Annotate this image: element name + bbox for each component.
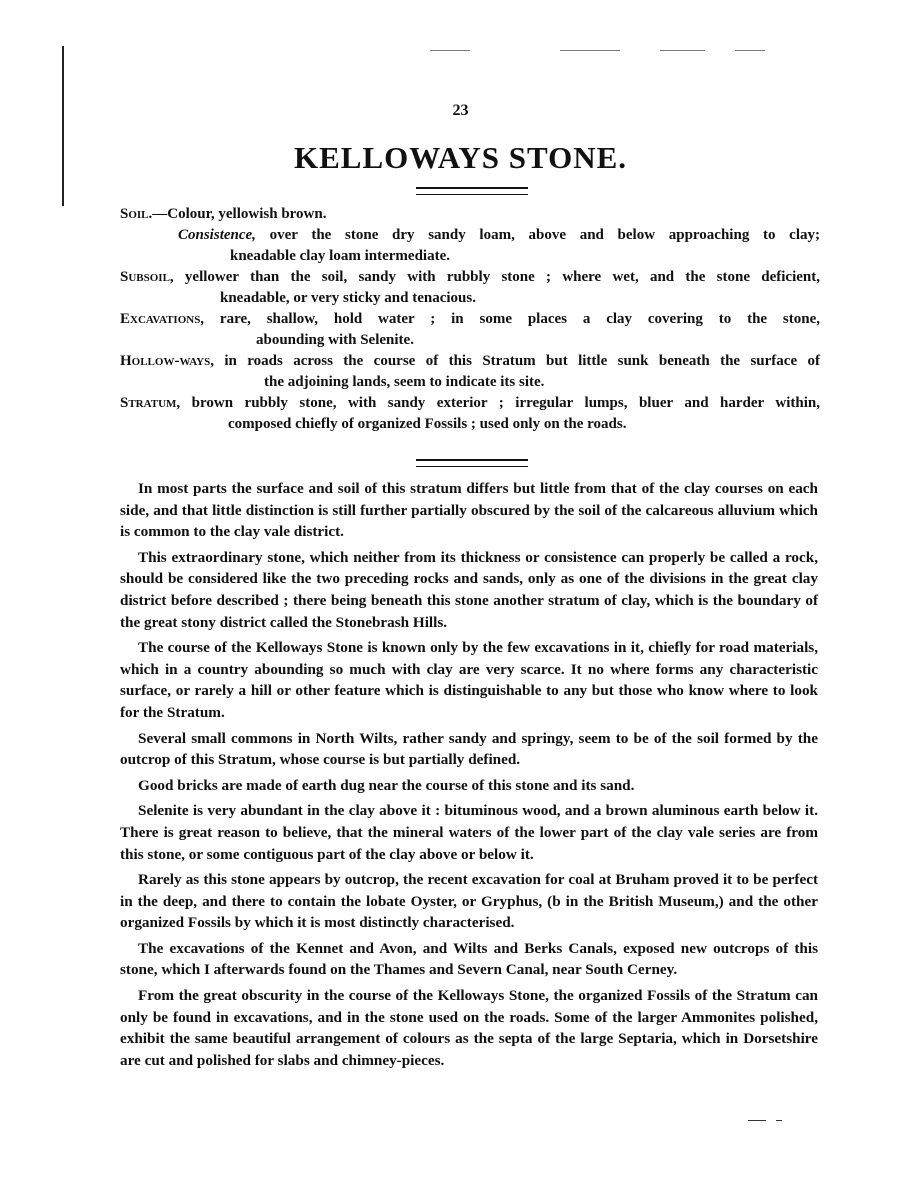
paragraph: This extraordinary stone, which neither from its thickness or consistence can properly be called a rock, should be considered like the two preceding rocks and sands, only as one of the divisions in the great clay district before described ; there being beneath this stone another stratum of clay, which is the boundary of the great stony district called the Stonebrash Hills. bbox=[120, 548, 818, 631]
definition-soil bbox=[120, 204, 820, 267]
paragraph: Several small commons in North Wilts, rather sandy and springy, seem to be of the soil formed by the outcrop of this Stratum, whose course is but partially defined. bbox=[120, 729, 818, 769]
scan-artifact-top bbox=[560, 50, 620, 51]
paragraph: Rarely as this stone appears by outcrop, the recent excavation for coal at Bruham proved it to be perfect in the deep, and there to contain the lobate Oyster, or Gryphus, (b in the British Museum,) and the other organized Fossils by which it is most distinctly characterised. bbox=[120, 871, 818, 932]
definition-text: kneadable clay loam intermediate. bbox=[230, 248, 450, 264]
paragraph: Good bricks are made of earth dug near the course of this stone and its sand. bbox=[138, 776, 635, 794]
definition-subterm: Consistence, bbox=[178, 227, 256, 243]
definition-text: the adjoining lands, seem to indicate its site. bbox=[264, 374, 545, 390]
definition-text: —Colour, yellowish brown. bbox=[152, 206, 327, 222]
paragraph: From the great obscurity in the course of the Kelloways Stone, the organized Fossils of the Stratum can only be found in excavations, and in the stone used on the roads. Some of the larger Ammonites polished, exhibit the same beautiful arrangement of colours as the septa of the large Septaria, which in Dorsetshire are cut and polished for slabs and chimney-pieces. bbox=[120, 987, 818, 1069]
definition-term: Hollow-ways, bbox=[120, 353, 214, 369]
definition-hollow-ways bbox=[120, 351, 820, 393]
definition-excavations bbox=[120, 309, 820, 351]
definitions-list bbox=[120, 204, 820, 435]
title-divider bbox=[416, 187, 528, 195]
definition-text: composed chiefly of organized Fossils ; used only on the roads. bbox=[228, 416, 627, 432]
body-text bbox=[120, 478, 818, 1075]
scan-artifact-bottom bbox=[776, 1120, 782, 1121]
definition-subsoil bbox=[120, 267, 820, 309]
paragraph: In most parts the surface and soil of this stratum differs but little from that of the clay courses on each side, and that little distinction is still further partially obscured by the soil of the calcareous alluvium which is common to the clay vale district. bbox=[120, 480, 818, 541]
definition-text: abounding with Selenite. bbox=[256, 332, 414, 348]
definition-text: in roads across the course of this Stratum but little sunk beneath the surface of bbox=[213, 353, 820, 369]
scan-artifact-top bbox=[430, 50, 470, 51]
scan-artifact-top bbox=[735, 50, 765, 51]
section-divider bbox=[416, 459, 528, 467]
paragraph: The course of the Kelloways Stone is known only by the few excavations in it, chiefly for road materials, which in a country abounding so much with clay are very scarce. It no where forms any characteristic surface, or rarely a hill or other feature which is distinguishable to any but those who know where to look for the Stratum. bbox=[120, 639, 818, 721]
definition-term: Excavations, bbox=[120, 311, 205, 327]
paragraph: Selenite is very abundant in the clay above it : bituminous wood, and a brown aluminous earth below it. There is great reason to believe, that the mineral waters of the lower part of the clay vale series are from this stone, or some contiguous part of the clay above or below it. bbox=[120, 802, 818, 863]
page-title: KELLOWAYS STONE. bbox=[293, 140, 628, 175]
definition-text: over the stone dry sandy loam, above and below approaching to clay; bbox=[255, 227, 820, 243]
definition-text: yellower than the soil, sandy with rubbly stone ; where wet, and the stone deficient, bbox=[173, 269, 820, 285]
definition-term: Stratum, bbox=[120, 395, 181, 411]
definition-text: kneadable, or very sticky and tenacious. bbox=[220, 290, 476, 306]
definition-text: rare, shallow, hold water ; in some places a clay covering to the stone, bbox=[204, 311, 820, 327]
page-number: 23 bbox=[452, 102, 469, 119]
definition-text: brown rubbly stone, with sandy exterior ; irregular lumps, bluer and harder within, bbox=[180, 395, 820, 411]
scan-artifact-bottom bbox=[748, 1120, 766, 1121]
binding-edge-line bbox=[62, 46, 64, 206]
paragraph: The excavations of the Kennet and Avon, and Wilts and Berks Canals, exposed new outcrops of this stone, which I afterwards found on the Thames and Severn Canal, near South Cerney. bbox=[120, 939, 818, 979]
definition-term: Subsoil, bbox=[120, 269, 174, 285]
scan-artifact-top bbox=[660, 50, 705, 51]
definition-term: Soil. bbox=[120, 206, 153, 222]
definition-stratum bbox=[120, 393, 820, 435]
